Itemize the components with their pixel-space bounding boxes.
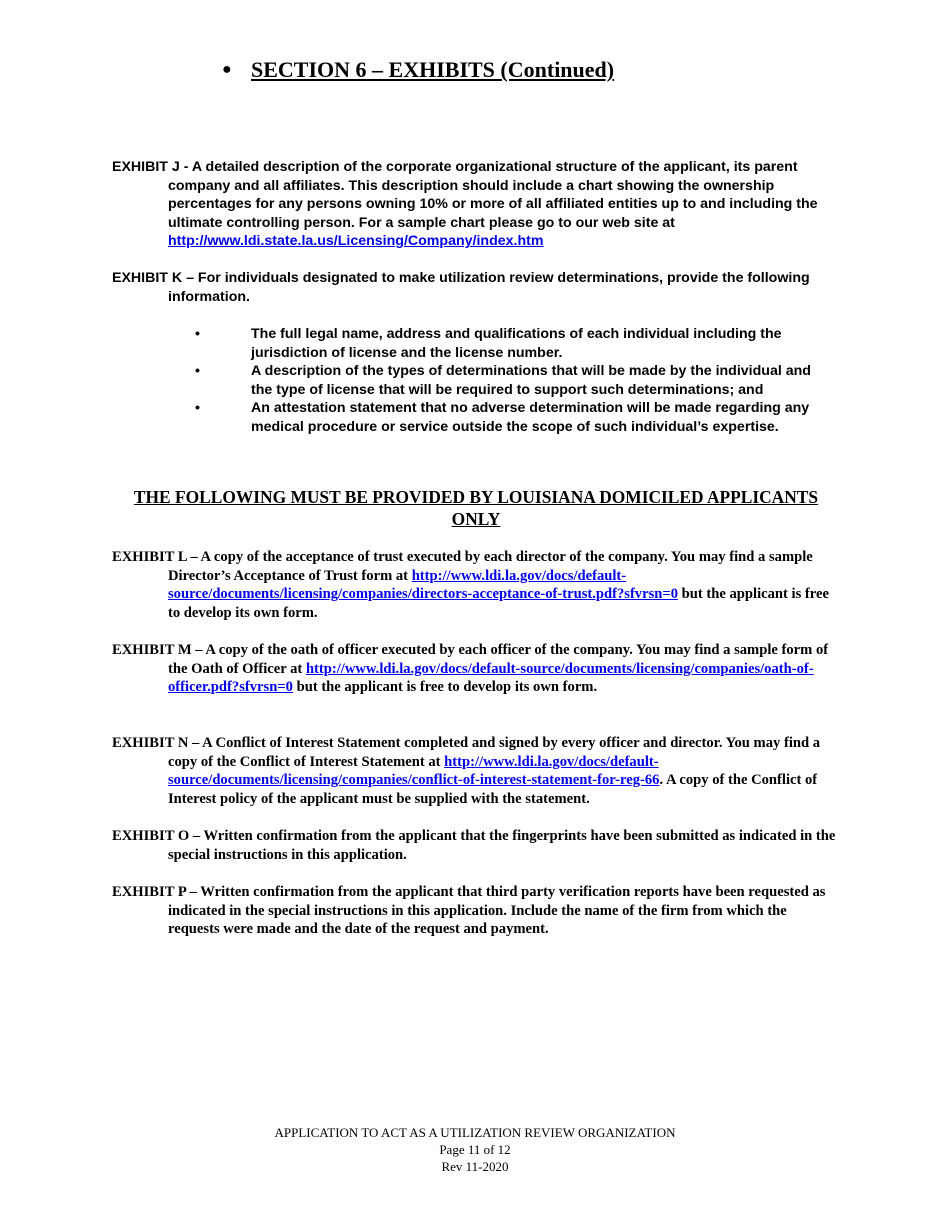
exhibit-l-link[interactable]: http://www.ldi.la.gov/docs/default-source/documents/licensing/companies/directors-acceptance-of-trust.pdf?sfvrsn=0 [168,567,678,603]
bullet-icon: • [195,363,200,380]
exhibit-j-link[interactable]: http://www.ldi.state.la.us/Licensing/Company/index.htm [168,233,544,250]
revision: Rev 11-2020 [441,1159,509,1174]
exhibit-n [112,734,840,808]
exhibit-k-list [195,325,835,437]
exhibit-n-text: EXHIBIT N – A Conflict of Interest Statement completed and signed by every officer and director. You may find a copy of the Conflict of Interest Statement at [112,735,821,770]
exhibit-n-link[interactable]: http://www.ldi.la.gov/docs/default-source/documents/licensing/companies/conflict-of-interest-statement-for-reg-66 [168,753,660,789]
exhibit-m-tail: but the applicant is free to develop its own form. [292,679,598,696]
exhibit-p [112,883,840,939]
bullet-icon: • [195,326,200,342]
list-item: • An attestation statement that no adverse determination will be made regarding any medical procedure or service outside the scope of such individual’s expertise. [195,400,810,435]
section-title: ● SECTION 6 – EXHIBITS (Continued) [222,57,615,82]
exhibit-j-text: EXHIBIT J - A detailed description of the corporate organizational structure of the applicant, its parent company and all affiliates. This description should include a chart showing the ownership percentages for any persons owning 10% or more of all affiliated entities up to and including the ultimate controlling person. For a sample chart please go to our web site at [112,159,818,231]
exhibit-k [112,269,840,306]
exhibit-j [112,158,840,251]
exhibit-m-text: EXHIBIT M – A copy of the oath of officer executed by each officer of the company. You may find a sample form of the Oath of Officer at [112,642,829,677]
domiciled-heading: THE FOLLOWING MUST BE PROVIDED BY LOUISIANA DOMICILED APPLICANTS ONLY [133,487,819,529]
list-item: • A description of the types of determinations that will be made by the individual and the type of license that will be required to support such determinations; and [195,363,811,398]
exhibit-o-text: EXHIBIT O – Written confirmation from the applicant that the fingerprints have been submitted as indicated in the special instructions in this application. [112,828,836,863]
exhibit-l-tail: but the applicant is free to develop its own form. [168,586,829,621]
exhibit-o [112,827,840,864]
bullet-icon: • [195,400,200,417]
footer-title: APPLICATION TO ACT AS A UTILIZATION REVIEW ORGANIZATION [274,1125,676,1140]
exhibit-l [112,548,840,622]
page-footer [0,1124,950,1175]
list-item: • The full legal name, address and qualifications of each individual including the jurisdiction of license and the license number. [195,326,782,361]
exhibit-n-tail: . A copy of the Conflict of Interest policy of the applicant must be supplied with the statement. [168,772,818,807]
exhibit-p-text: EXHIBIT P – Written confirmation from the applicant that third party verification reports have been requested as indicated in the special instructions in this application. Include the name of the firm from which the requests were made and the date of the request and payment. [112,884,826,938]
exhibit-m [112,641,840,697]
bullet-icon: ● [222,61,232,78]
exhibit-k-text: EXHIBIT K – For individuals designated to make utilization review determinations, provide the following information. [112,270,810,305]
exhibit-l-text: EXHIBIT L – A copy of the acceptance of trust executed by each director of the company. You may find a sample Director’s Acceptance of Trust form at [112,549,813,584]
page-number: Page 11 of 12 [439,1142,511,1157]
exhibit-m-link[interactable]: http://www.ldi.la.gov/docs/default-source/documents/licensing/companies/oath-of-officer.pdf?sfvrsn=0 [168,660,814,696]
